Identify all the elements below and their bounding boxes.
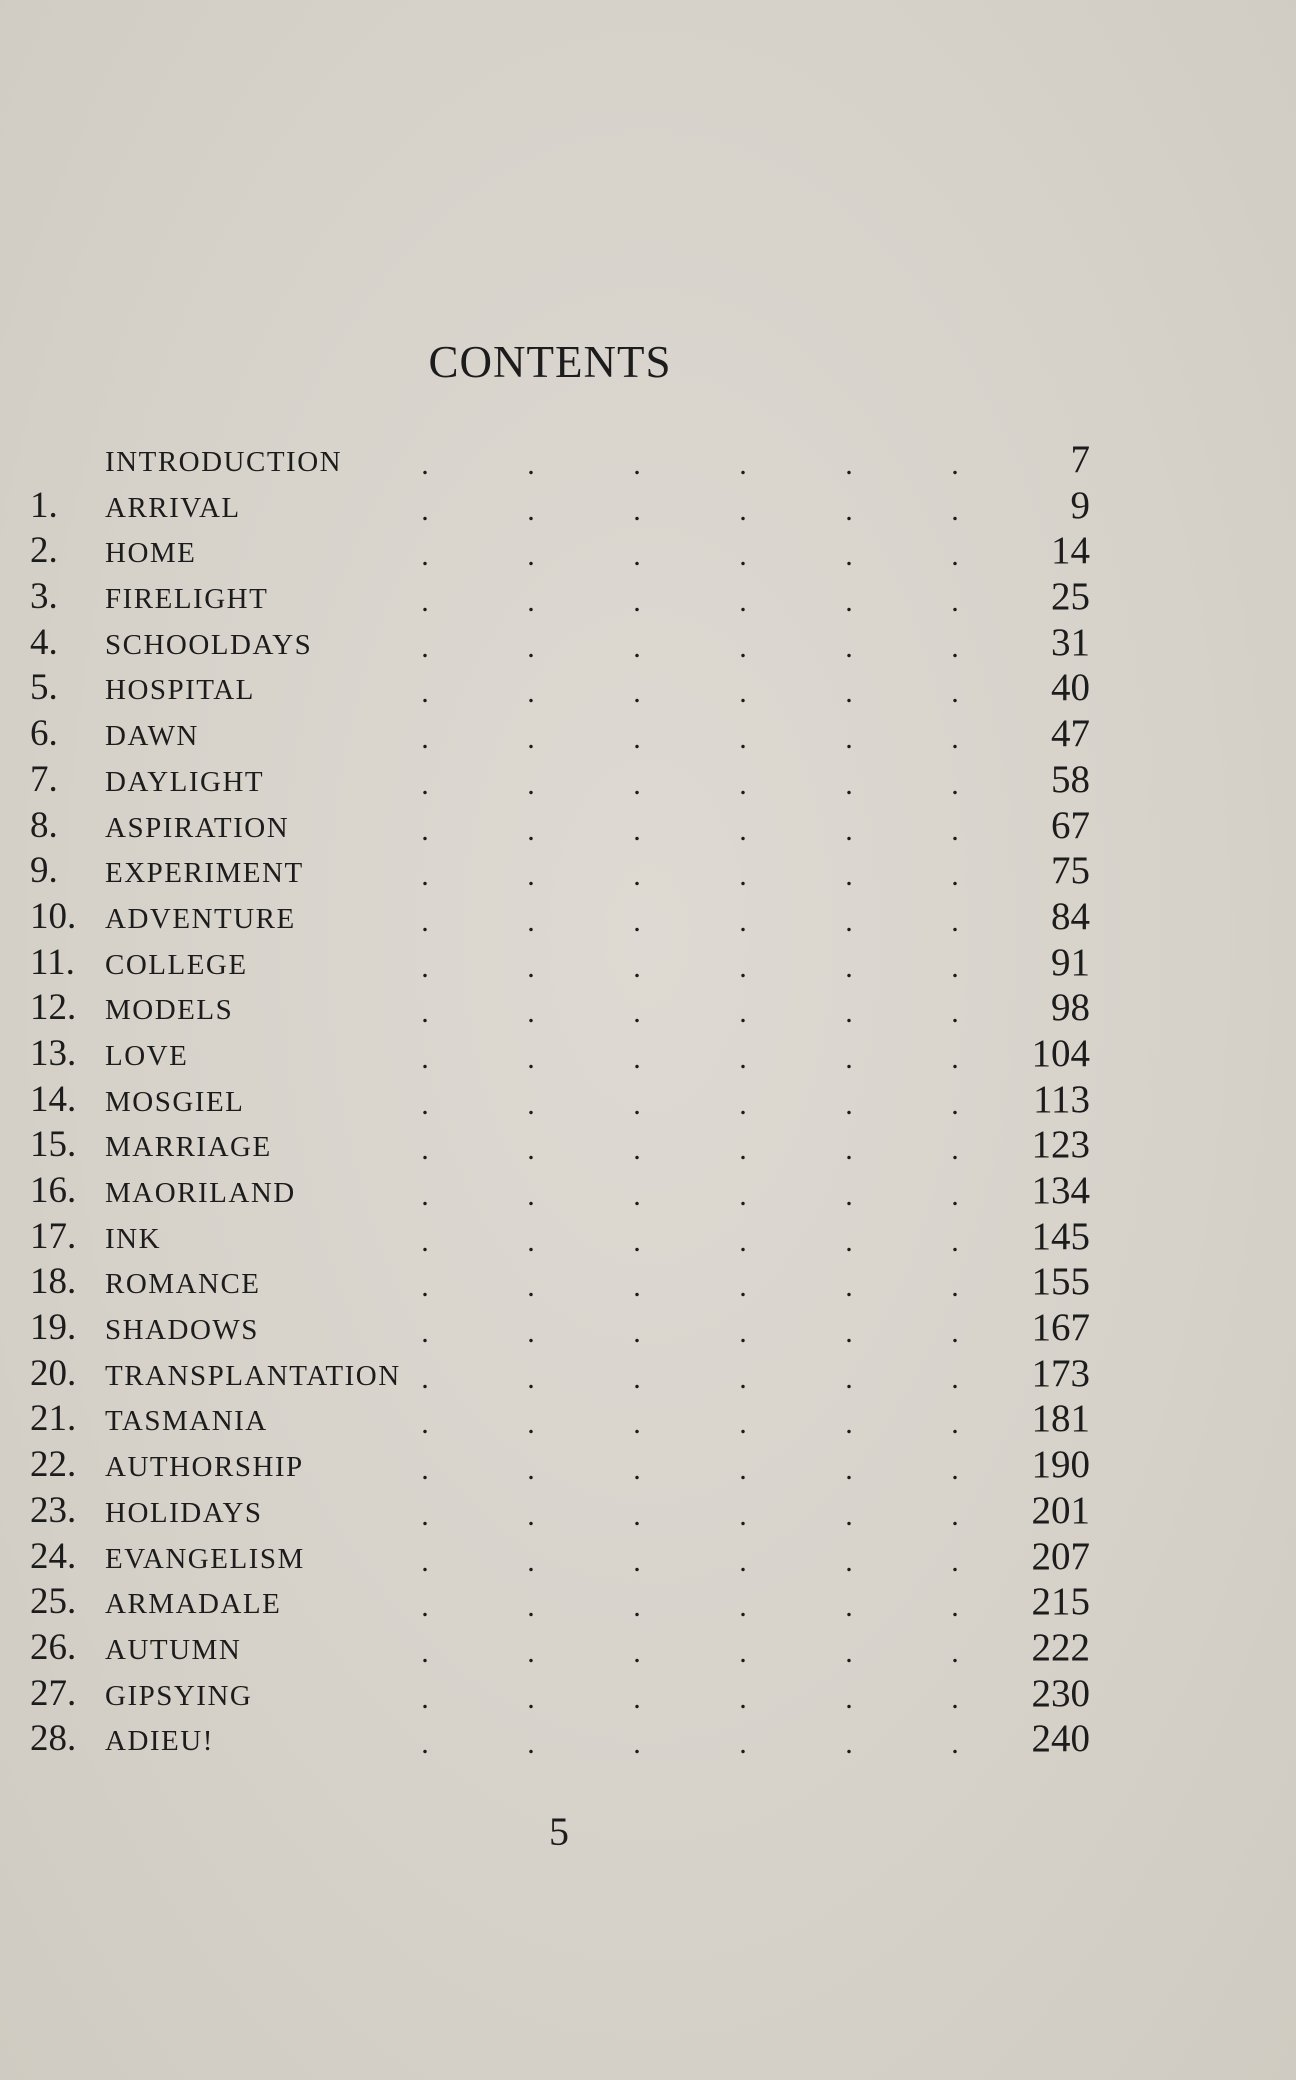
- chapter-number: 23.: [30, 1489, 77, 1531]
- dot-leaders: . . . . . .: [421, 1041, 959, 1075]
- chapter-title: COLLEGE: [105, 948, 248, 981]
- chapter-number: 28.: [30, 1718, 77, 1760]
- dot-leaders: . . . . . .: [421, 676, 959, 710]
- toc-entry: [30, 710, 1090, 756]
- dot-leaders: . . . . . .: [421, 1498, 959, 1532]
- chapter-number: 20.: [30, 1352, 77, 1394]
- chapter-title: MODELS: [105, 994, 234, 1027]
- chapter-title: HOME: [105, 537, 197, 570]
- page-reference: 40: [1051, 666, 1090, 710]
- chapter-title: EVANGELISM: [105, 1542, 305, 1575]
- toc-entry: [30, 1213, 1090, 1259]
- page-reference: 58: [1051, 757, 1090, 801]
- page-title: CONTENTS: [428, 337, 672, 387]
- page-reference: 173: [1031, 1351, 1090, 1395]
- toc-entry: [30, 1578, 1090, 1624]
- page-reference: 104: [1031, 1031, 1090, 1075]
- chapter-number: 9.: [30, 850, 58, 892]
- dot-leaders: . . . . . .: [421, 630, 959, 664]
- chapter-title: ADIEU!: [105, 1725, 214, 1758]
- page-reference: 25: [1051, 575, 1090, 619]
- page-reference: 181: [1031, 1397, 1090, 1441]
- chapter-title: SHADOWS: [105, 1314, 259, 1347]
- page-reference: 134: [1031, 1169, 1090, 1212]
- chapter-title: TRANSPLANTATION: [105, 1359, 401, 1392]
- toc-entry: [30, 1533, 1090, 1579]
- page-reference: 123: [1031, 1123, 1090, 1167]
- page-reference: 113: [1032, 1077, 1090, 1121]
- toc-entry: [30, 1624, 1090, 1670]
- page-reference: 7: [1070, 438, 1090, 481]
- dot-leaders: . . . . . .: [421, 1316, 959, 1350]
- page-reference: 240: [1031, 1717, 1090, 1761]
- chapter-title: ADVENTURE: [105, 902, 296, 935]
- toc-entry: [30, 1715, 1090, 1761]
- dot-leaders: . . . . . .: [421, 1361, 959, 1395]
- chapter-number: 12.: [30, 987, 77, 1029]
- chapter-number: 18.: [30, 1261, 77, 1303]
- chapter-number: 22.: [30, 1444, 77, 1486]
- page-reference: 14: [1051, 529, 1090, 573]
- toc-entry: [30, 1076, 1090, 1122]
- dot-leaders: . . . . . .: [421, 448, 959, 481]
- chapter-title: HOLIDAYS: [105, 1496, 263, 1529]
- dot-leaders: . . . . . .: [421, 1179, 959, 1212]
- toc-entry: [30, 802, 1090, 848]
- chapter-number: 3.: [30, 576, 58, 618]
- dot-leaders: . . . . . .: [421, 1544, 959, 1578]
- chapter-number: 15.: [30, 1124, 77, 1166]
- chapter-title: ARMADALE: [105, 1588, 282, 1621]
- chapter-title: HOSPITAL: [105, 674, 255, 707]
- toc-entry: [30, 1395, 1090, 1441]
- chapter-number: 26.: [30, 1626, 77, 1668]
- toc-entry: [30, 436, 1090, 482]
- chapter-number: 19.: [30, 1307, 77, 1349]
- chapter-number: 6.: [30, 713, 58, 755]
- page-reference: 207: [1031, 1534, 1090, 1578]
- toc-entry: [30, 619, 1090, 665]
- toc-entry: [30, 482, 1090, 528]
- dot-leaders: . . . . . .: [421, 493, 959, 527]
- page-reference: 167: [1031, 1306, 1090, 1350]
- page-reference: 201: [1031, 1488, 1090, 1532]
- chapter-number: 5.: [30, 667, 58, 709]
- chapter-title: ROMANCE: [105, 1268, 261, 1301]
- chapter-number: 16.: [30, 1170, 77, 1211]
- chapter-title: INTRODUCTION: [105, 446, 343, 478]
- chapter-number: 17.: [30, 1215, 77, 1257]
- toc-entry: [30, 573, 1090, 619]
- toc-entry: [30, 1350, 1090, 1396]
- toc-entry: [30, 1304, 1090, 1350]
- page-reference: 98: [1051, 986, 1090, 1030]
- page-reference: 230: [1031, 1671, 1090, 1715]
- page-reference: 222: [1031, 1625, 1090, 1669]
- chapter-title: AUTHORSHIP: [105, 1451, 304, 1484]
- dot-leaders: . . . . . .: [421, 1453, 959, 1487]
- chapter-number: 25.: [30, 1581, 77, 1623]
- page-number: 5: [549, 1809, 569, 1854]
- chapter-title: SCHOOLDAYS: [105, 628, 313, 661]
- page-reference: 145: [1031, 1214, 1090, 1258]
- dot-leaders: . . . . . .: [421, 1727, 959, 1761]
- chapter-number: 10.: [30, 895, 77, 937]
- page-reference: 91: [1051, 940, 1090, 984]
- chapter-number: 21.: [30, 1398, 77, 1440]
- page-reference: 9: [1070, 483, 1090, 527]
- dot-leaders: . . . . . .: [421, 1270, 959, 1304]
- dot-leaders: . . . . . .: [421, 859, 959, 893]
- toc-entry: [30, 1441, 1090, 1487]
- chapter-number: 14.: [30, 1078, 77, 1120]
- chapter-number: 11.: [30, 941, 75, 983]
- chapter-title: EXPERIMENT: [105, 857, 304, 890]
- chapter-title: DAWN: [105, 720, 199, 753]
- chapter-number: 13.: [30, 1032, 77, 1074]
- chapter-title: GIPSYING: [105, 1679, 253, 1712]
- chapter-title: MAORILAND: [105, 1177, 296, 1209]
- page-reference: 155: [1031, 1260, 1090, 1304]
- table-of-contents: [30, 436, 1090, 1761]
- chapter-title: INK: [105, 1222, 162, 1255]
- chapter-title: MOSGIEL: [105, 1085, 245, 1118]
- toc-entry: [30, 527, 1090, 573]
- toc-entry: [30, 1670, 1090, 1716]
- toc-entry: [30, 664, 1090, 710]
- chapter-title: TASMANIA: [105, 1405, 268, 1438]
- toc-entry: [30, 1121, 1090, 1167]
- chapter-number: 2.: [30, 530, 58, 572]
- chapter-title: AUTUMN: [105, 1633, 242, 1666]
- page-reference: 31: [1051, 620, 1090, 664]
- page-reference: 67: [1051, 803, 1090, 847]
- dot-leaders: . . . . . .: [421, 1590, 959, 1624]
- toc-entry: [30, 939, 1090, 985]
- chapter-number: 24.: [30, 1535, 77, 1577]
- chapter-number: 7.: [30, 758, 58, 800]
- dot-leaders: . . . . . .: [421, 1635, 959, 1669]
- chapter-title: LOVE: [105, 1039, 189, 1072]
- page-reference: 215: [1031, 1580, 1090, 1624]
- dot-leaders: . . . . . .: [421, 1224, 959, 1258]
- dot-leaders: . . . . . .: [421, 1087, 959, 1121]
- dot-leaders: . . . . . .: [421, 1407, 959, 1441]
- toc-entry: [30, 756, 1090, 802]
- chapter-number: 27.: [30, 1672, 77, 1714]
- page-reference: 75: [1051, 849, 1090, 893]
- chapter-title: MARRIAGE: [105, 1131, 272, 1164]
- toc-entry: [30, 984, 1090, 1030]
- page-reference: 47: [1051, 712, 1090, 756]
- chapter-number: 4.: [30, 621, 58, 663]
- toc-entry: [30, 847, 1090, 893]
- toc-entry: [30, 1030, 1090, 1076]
- dot-leaders: . . . . . .: [421, 1133, 959, 1167]
- dot-leaders: . . . . . .: [421, 767, 959, 801]
- dot-leaders: . . . . . .: [421, 539, 959, 573]
- page-reference: 190: [1031, 1443, 1090, 1487]
- dot-leaders: . . . . . .: [421, 950, 959, 984]
- chapter-title: ARRIVAL: [105, 491, 241, 524]
- toc-entry: [30, 893, 1090, 939]
- dot-leaders: . . . . . .: [421, 722, 959, 756]
- dot-leaders: . . . . . .: [421, 585, 959, 619]
- toc-entry: [30, 1167, 1090, 1213]
- chapter-number: 1.: [30, 484, 58, 526]
- chapter-title: DAYLIGHT: [105, 765, 265, 798]
- dot-leaders: . . . . . .: [421, 813, 959, 847]
- toc-entry: [30, 1487, 1090, 1533]
- toc-entry: [30, 1258, 1090, 1304]
- page-reference: 84: [1051, 894, 1090, 938]
- dot-leaders: . . . . . .: [421, 1681, 959, 1715]
- chapter-number: 8.: [30, 804, 58, 846]
- dot-leaders: . . . . . .: [421, 904, 959, 938]
- chapter-title: FIRELIGHT: [105, 583, 269, 616]
- dot-leaders: . . . . . .: [421, 996, 959, 1030]
- chapter-title: ASPIRATION: [105, 811, 290, 844]
